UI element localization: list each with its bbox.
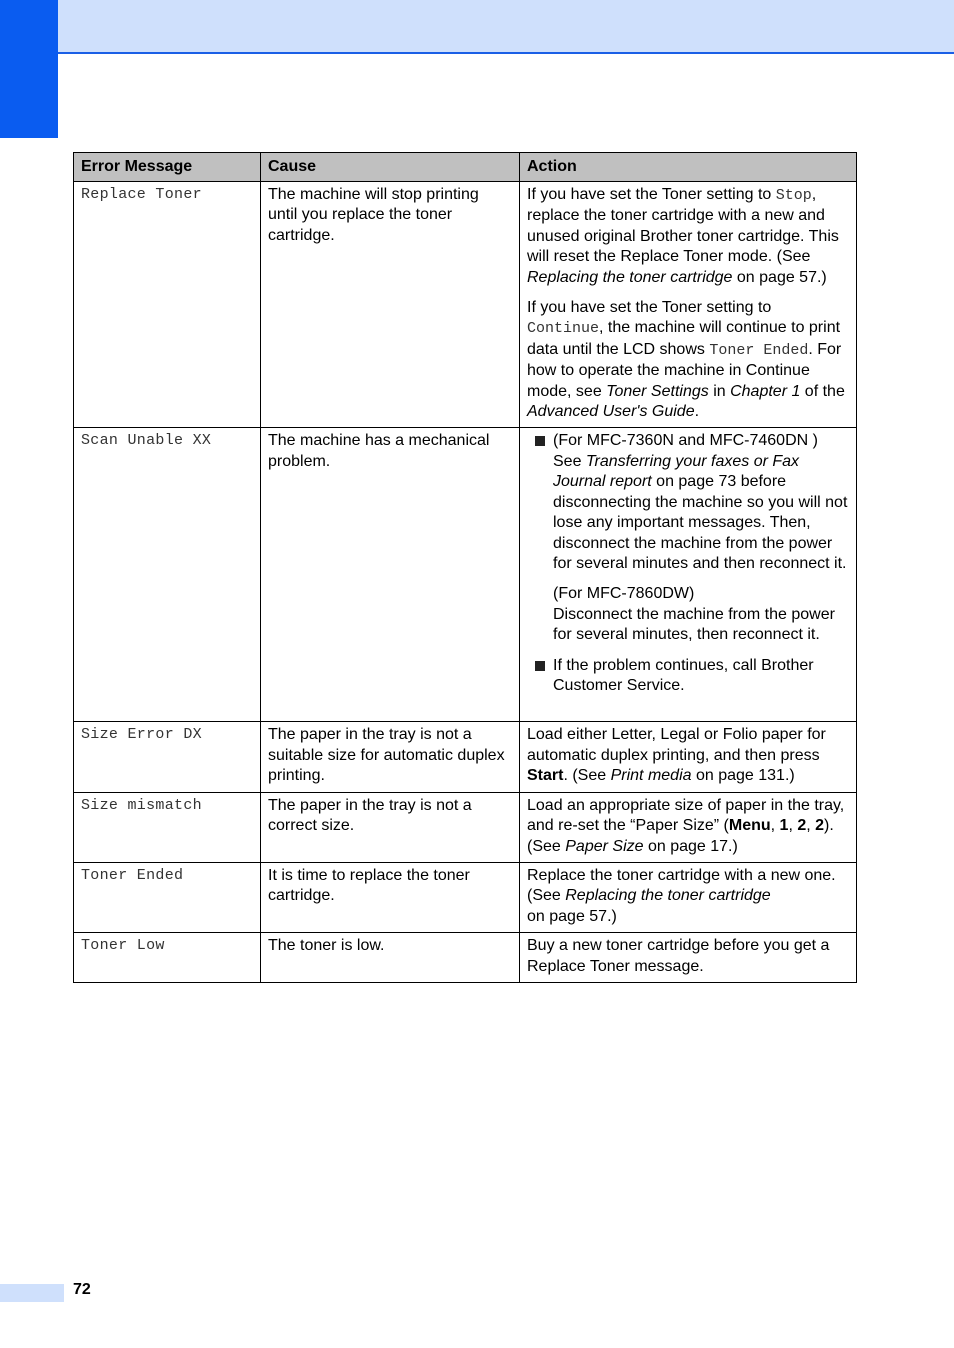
cross-reference: Print media [610, 767, 692, 785]
cross-reference: Chapter 1 [730, 382, 801, 400]
cross-reference: Transferring your faxes or Fax Journal report [553, 452, 800, 491]
table-row [74, 862, 857, 932]
key-label: Start [527, 767, 564, 785]
table-row [74, 428, 857, 722]
header-action: Action [520, 153, 857, 182]
list-item: If the problem continues, call Brother Customer Service. [527, 656, 849, 697]
cross-reference: Advanced User's Guide [527, 403, 695, 421]
action-cell: Load either Letter, Legal or Folio paper for automatic duplex printing, and then press Start. (See Print media on page 131.) [520, 722, 857, 792]
page-number: 72 [73, 1281, 91, 1298]
key-label: 2 [815, 817, 825, 835]
cause-cell: The toner is low. [261, 933, 520, 983]
action-paragraph: If you have set the Toner setting to Stop, replace the toner cartridge with a new and unused original Brother toner cartridge. This will reset the Replace Toner mode. (See Replacing the toner cartridge on page 57.) [527, 186, 839, 286]
cause-cell: The paper in the tray is not a suitable size for automatic duplex printing. [261, 722, 520, 792]
error-message-cell: Size Error DX [74, 722, 261, 792]
action-cell: Load an appropriate size of paper in the tray, and re-set the “Paper Size” (Menu, 1, 2, 2). (See Paper Size on page 17.) [520, 792, 857, 862]
table-row [74, 722, 857, 792]
footer-band [0, 1284, 64, 1302]
header-error-message: Error Message [74, 153, 261, 182]
lcd-text: Stop [775, 187, 812, 204]
header-cause: Cause [261, 153, 520, 182]
action-bullet-list [527, 431, 849, 696]
table-header-row [74, 153, 857, 182]
action-cell [520, 428, 857, 722]
error-message-cell: Replace Toner [74, 182, 261, 428]
action-cell: Replace the toner cartridge with a new one. (See Replacing the toner cartridge on page 57.) [520, 862, 857, 932]
list-item: (For MFC-7360N and MFC-7460DN ) See Transferring your faxes or Fax Journal report on page 73 before disconnecting the machine so you will not lose any important messages. Then, disconnect the machine from the power for several minutes and then reconnect it. (For MFC-7860DW) Disconnect the machine from the power for several minutes, then reconnect it. [527, 431, 849, 645]
cause-cell: The machine will stop printing until you replace the toner cartridge. [261, 182, 520, 428]
header-band [58, 0, 954, 54]
error-message-cell: Toner Ended [74, 862, 261, 932]
cross-reference: Toner Settings [606, 382, 709, 400]
key-label: 1 [779, 817, 789, 835]
action-cell [520, 182, 857, 428]
key-label: 2 [797, 817, 807, 835]
error-message-cell: Size mismatch [74, 792, 261, 862]
cross-reference: Replacing the toner cartridge [565, 887, 771, 905]
cause-cell: The paper in the tray is not a correct size. [261, 792, 520, 862]
table-row [74, 933, 857, 983]
lcd-text: Continue [527, 320, 600, 338]
sub-paragraph: (For MFC-7860DW) Disconnect the machine from the power for several minutes, then reconnect it. [553, 585, 835, 644]
error-message-cell: Scan Unable XX [74, 428, 261, 722]
key-label: Menu [728, 817, 771, 835]
cross-reference: Replacing the toner cartridge [527, 268, 733, 286]
cause-cell: The machine has a mechanical problem. [261, 428, 520, 722]
error-message-cell: Toner Low [74, 933, 261, 983]
error-message-table [73, 152, 857, 983]
chapter-tab [0, 0, 58, 138]
action-paragraph: If you have set the Toner setting to Continue, the machine will continue to print data until the LCD shows Toner Ended. For how to operate the machine in Continue mode, see Toner Settings in Chapter 1 of the Advanced User's Guide. [527, 299, 845, 421]
lcd-text: Toner Ended [709, 341, 809, 359]
table-row [74, 792, 857, 862]
cross-reference: Paper Size [565, 837, 644, 855]
action-cell: Buy a new toner cartridge before you get a Replace Toner message. [520, 933, 857, 983]
table-row [74, 182, 857, 428]
cause-cell: It is time to replace the toner cartridge. [261, 862, 520, 932]
